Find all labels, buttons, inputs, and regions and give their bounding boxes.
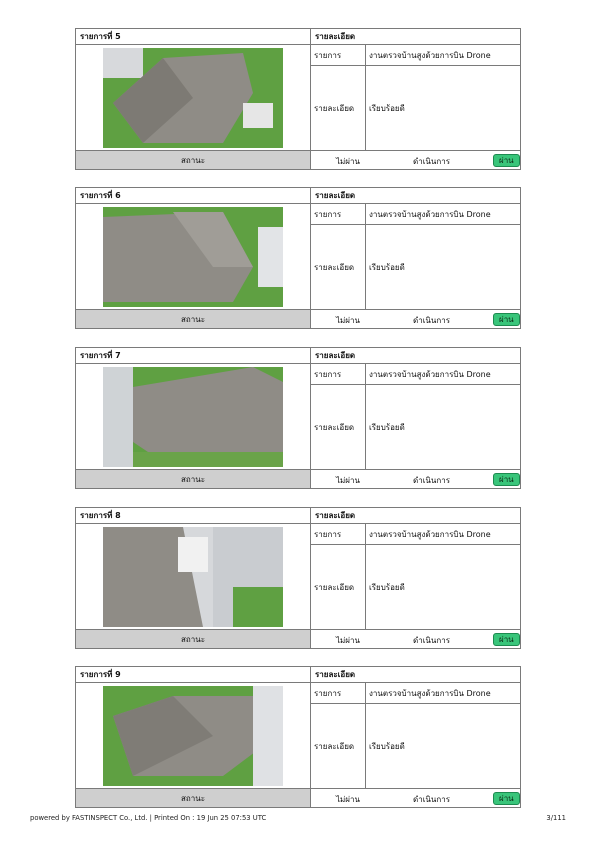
detail-field-value: เรียบร้อยดี: [366, 225, 521, 310]
status-label: สถานะ: [76, 789, 311, 808]
status-option-fail[interactable]: ไม่ผ่าน: [336, 476, 360, 485]
status-option-pass-selected[interactable]: ผ่าน: [493, 473, 520, 486]
photo-cell: [76, 683, 311, 789]
photo-cell: [76, 204, 311, 310]
detail-header: รายละเอียด: [311, 667, 521, 683]
detail-field-value: เรียบร้อยดี: [366, 545, 521, 630]
status-label: สถานะ: [76, 470, 311, 489]
item-title: รายการที่ 9: [76, 667, 311, 683]
inspection-item: [75, 28, 520, 170]
inspection-item: [75, 666, 520, 808]
status-option-pass-selected[interactable]: ผ่าน: [493, 313, 520, 326]
photo-cell: [76, 524, 311, 630]
detail-field-label: รายละเอียด: [311, 66, 366, 151]
detail-field-value: เรียบร้อยดี: [366, 704, 521, 789]
item-field-label: รายการ: [311, 524, 366, 545]
status-option-fail[interactable]: ไม่ผ่าน: [336, 636, 360, 645]
status-option-in-progress[interactable]: ดำเนินการ: [413, 636, 450, 645]
status-options: [311, 151, 521, 170]
status-option-fail[interactable]: ไม่ผ่าน: [336, 795, 360, 804]
status-label: สถานะ: [76, 310, 311, 329]
item-field-value: งานตรวจบ้านสูงด้วยการบิน Drone: [366, 683, 521, 704]
status-option-pass-selected[interactable]: ผ่าน: [493, 792, 520, 805]
inspection-item: [75, 187, 520, 329]
status-options: [311, 789, 521, 808]
status-label: สถานะ: [76, 630, 311, 649]
status-options: [311, 630, 521, 649]
detail-field-value: เรียบร้อยดี: [366, 385, 521, 470]
status-options: [311, 470, 521, 489]
status-option-pass-selected[interactable]: ผ่าน: [493, 633, 520, 646]
roof-photo-icon: [103, 527, 283, 627]
inspection-item: [75, 347, 520, 489]
detail-header: รายละเอียด: [311, 508, 521, 524]
item-title: รายการที่ 8: [76, 508, 311, 524]
status-option-in-progress[interactable]: ดำเนินการ: [413, 157, 450, 166]
photo-cell: [76, 364, 311, 470]
status-option-fail[interactable]: ไม่ผ่าน: [336, 157, 360, 166]
item-title: รายการที่ 5: [76, 29, 311, 45]
detail-field-label: รายละเอียด: [311, 545, 366, 630]
status-option-in-progress[interactable]: ดำเนินการ: [413, 795, 450, 804]
status-option-fail[interactable]: ไม่ผ่าน: [336, 316, 360, 325]
status-option-in-progress[interactable]: ดำเนินการ: [413, 316, 450, 325]
detail-field-label: รายละเอียด: [311, 385, 366, 470]
detail-field-value: เรียบร้อยดี: [366, 66, 521, 151]
item-field-label: รายการ: [311, 204, 366, 225]
status-label: สถานะ: [76, 151, 311, 170]
item-field-value: งานตรวจบ้านสูงด้วยการบิน Drone: [366, 204, 521, 225]
roof-photo-icon: [103, 48, 283, 148]
photo-cell: [76, 45, 311, 151]
item-field-label: รายการ: [311, 683, 366, 704]
item-title: รายการที่ 7: [76, 348, 311, 364]
detail-field-label: รายละเอียด: [311, 225, 366, 310]
roof-photo-icon: [103, 686, 283, 786]
status-option-in-progress[interactable]: ดำเนินการ: [413, 476, 450, 485]
item-title: รายการที่ 6: [76, 188, 311, 204]
page-number: 3/111: [546, 814, 566, 822]
detail-field-label: รายละเอียด: [311, 704, 366, 789]
item-field-value: งานตรวจบ้านสูงด้วยการบิน Drone: [366, 524, 521, 545]
item-field-value: งานตรวจบ้านสูงด้วยการบิน Drone: [366, 45, 521, 66]
item-field-value: งานตรวจบ้านสูงด้วยการบิน Drone: [366, 364, 521, 385]
detail-header: รายละเอียด: [311, 188, 521, 204]
status-options: [311, 310, 521, 329]
item-field-label: รายการ: [311, 45, 366, 66]
detail-header: รายละเอียด: [311, 29, 521, 45]
status-option-pass-selected[interactable]: ผ่าน: [493, 154, 520, 167]
roof-photo-icon: [103, 367, 283, 467]
roof-photo-icon: [103, 207, 283, 307]
item-field-label: รายการ: [311, 364, 366, 385]
detail-header: รายละเอียด: [311, 348, 521, 364]
inspection-item: [75, 507, 520, 649]
footer-printed-info: powered by FASTINSPECT Co., Ltd. | Printed On : 19 Jun 25 07:53 UTC: [30, 814, 267, 822]
